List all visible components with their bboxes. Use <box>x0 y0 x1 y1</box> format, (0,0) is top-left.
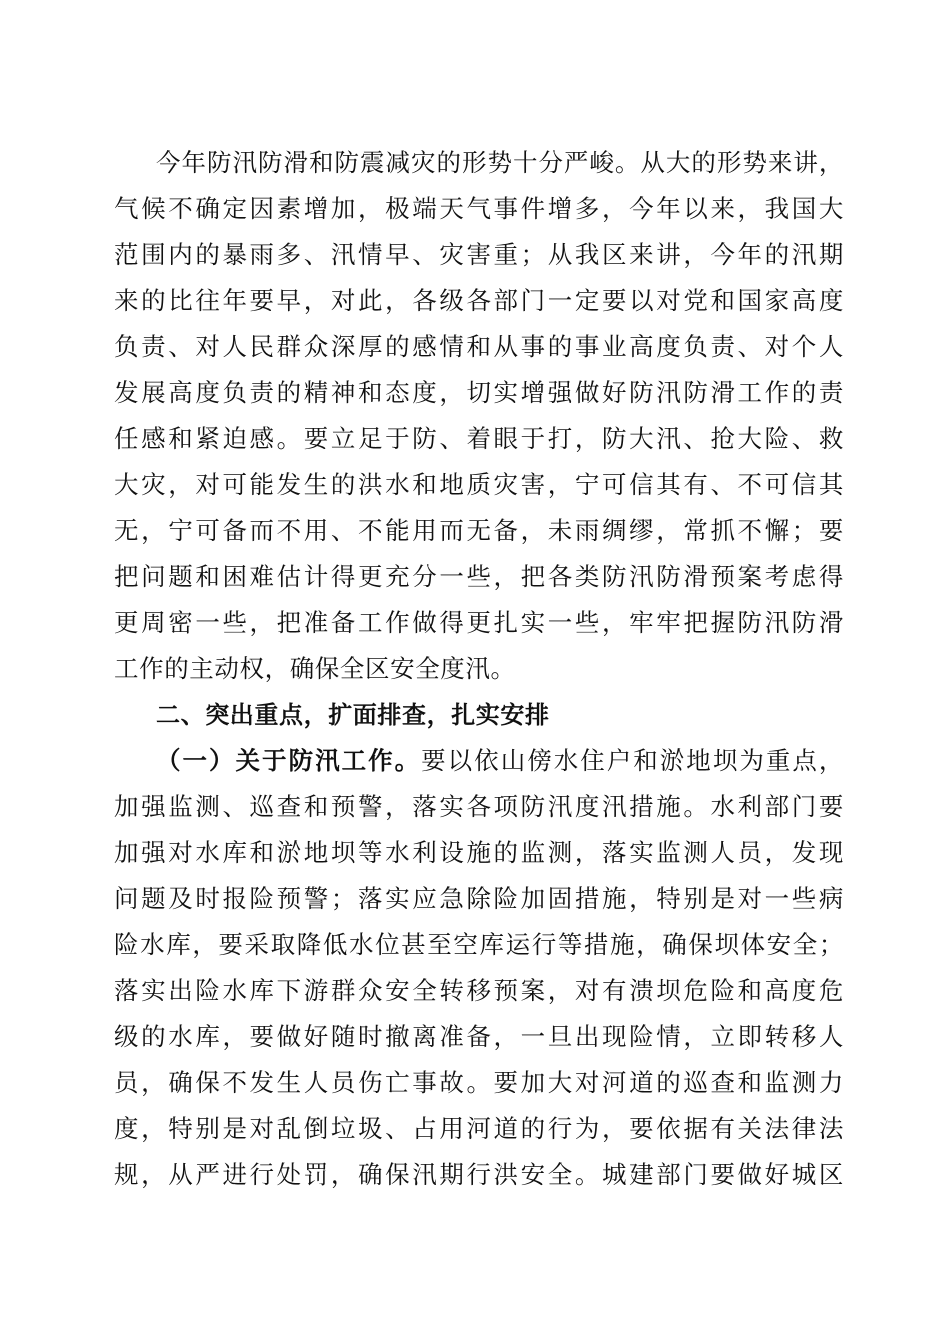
paragraph-line: 今年防汛防滑和防震减灾的形势十分严峻。从大的形势来讲， <box>156 148 844 177</box>
paragraph-first-line <box>114 738 844 784</box>
paragraph-line: 无，宁可备而不用、不能用而无备，未雨绸缪，常抓不懈；要 <box>114 516 844 545</box>
paragraph-line-rest: 要以依山傍水住户和淤地坝为重点， <box>421 746 844 775</box>
paragraph-line: 发展高度负责的精神和态度，切实增强做好防汛防滑工作的责 <box>114 378 844 407</box>
paragraph-line: 度，特别是对乱倒垃圾、占用河道的行为，要依据有关法律法 <box>114 1114 844 1143</box>
section-heading: 二、突出重点，扩面排查，扎实安排 <box>156 701 550 729</box>
paragraph-line: 级的水库，要做好随时撤离准备，一旦出现险情，立即转移人 <box>114 1022 844 1051</box>
paragraph-line: 问题及时报险预警；落实应急除险加固措施，特别是对一些病 <box>114 884 844 913</box>
paragraph-line: 来的比往年要早，对此，各级各部门一定要以对党和国家高度 <box>114 286 844 315</box>
paragraph-line: 把问题和困难估计得更充分一些，把各类防汛防滑预案考虑得 <box>114 562 844 591</box>
paragraph-line: 员，确保不发生人员伤亡事故。要加大对河道的巡查和监测力 <box>114 1068 844 1097</box>
paragraph-line: 险水库，要采取降低水位甚至空库运行等措施，确保坝体安全； <box>114 930 844 959</box>
paragraph-line: 任感和紧迫感。要立足于防、着眼于打，防大汛、抢大险、救 <box>114 424 844 453</box>
paragraph-line: 气候不确定因素增加，极端天气事件增多，今年以来，我国大 <box>114 194 844 223</box>
paragraph-line: 大灾，对可能发生的洪水和地质灾害，宁可信其有、不可信其 <box>114 470 844 499</box>
paragraph-line: 规，从严进行处罚，确保汛期行洪安全。城建部门要做好城区 <box>114 1160 844 1189</box>
paragraph-line: 落实出险水库下游群众安全转移预案，对有溃坝危险和高度危 <box>114 976 844 1005</box>
paragraph-line: 加强对水库和淤地坝等水利设施的监测，落实监测人员，发现 <box>114 838 844 867</box>
paragraph-line: 更周密一些，把准备工作做得更扎实一些，牢牢把握防汛防滑 <box>114 608 844 637</box>
paragraph-line: 工作的主动权，确保全区安全度汛。 <box>114 654 516 683</box>
subsection-title: （一）关于防汛工作。 <box>156 746 422 775</box>
paragraph-line: 负责、对人民群众深厚的感情和从事的事业高度负责、对个人 <box>114 332 844 361</box>
paragraph-line: 加强监测、巡查和预警，落实各项防汛度汛措施。水利部门要 <box>114 792 844 821</box>
paragraph-line: 范围内的暴雨多、汛情早、灾害重；从我区来讲，今年的汛期 <box>114 240 844 269</box>
